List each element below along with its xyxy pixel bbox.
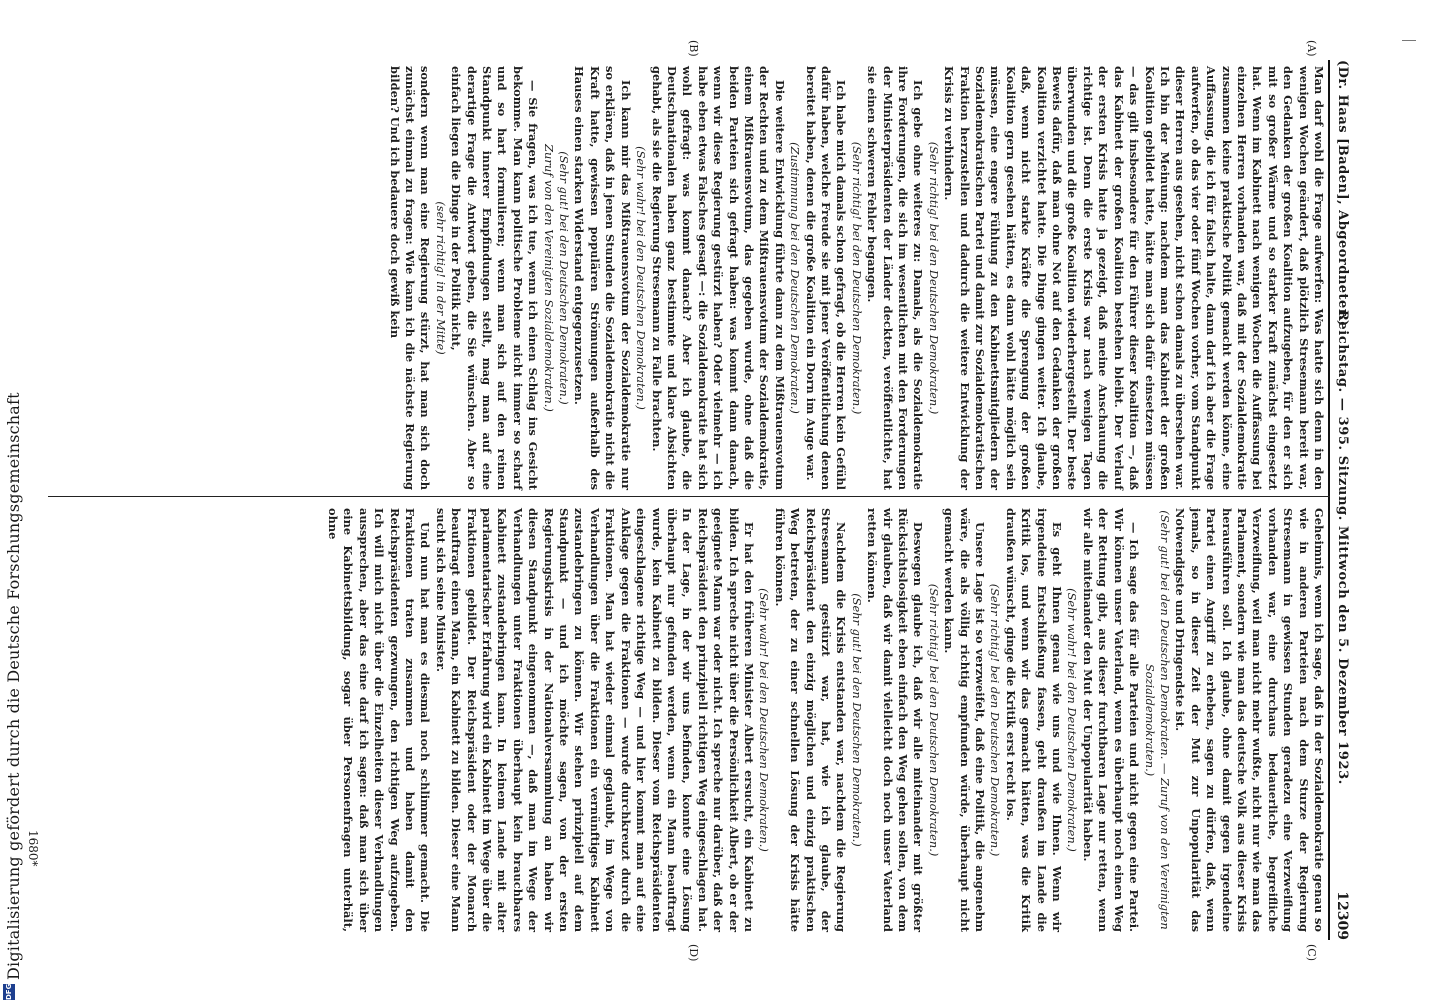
running-header <box>1328 60 1350 940</box>
interjection: (Sehr wahr! bei den Deutschen Demokraten.) <box>634 146 649 410</box>
interjection: (sehr richtig! in der Mitte) <box>433 201 448 355</box>
interjection: (Sehr richtig! bei den Deutschen Demokraten.) <box>926 583 941 857</box>
paragraph: Unsere Lage ist so verzweifelt, daß eine Politik, die angenehm wäre, die als völlig richtig empfunden würde, überhaupt nicht gemacht werden kann. <box>942 508 988 932</box>
interjection: (Sehr richtig! bei den Deutschen Demokraten.) <box>988 583 1003 857</box>
paragraph: Ich gebe ohne weiteres zu: Damals, als die Sozialdemokratie ihre Forderungen, die sich im wesentlichen mit den Forderungen der Ministerpräsidenten der Länder deckten, veröffentlichte, hat sie einen schweren Fehler begangen. <box>865 66 926 490</box>
paragraph: Und nun hat man es diesmal noch schlimmer gemacht. Die Fraktionen traten zusammen und haben damit den Reichspräsidenten gezwungen, den richtigen Weg aufzugeben. Ich will mich nicht über die Einzelheiten dieser Verhandlungen aussprechen, aber das eine darf ich sagen: daß man sich über eine Kabinettsbildung, sogar über Personenfragen unterhält, ohne <box>326 508 433 932</box>
credit-text: Digitalisierung gefördert durch die Deutsche Forschungsgemeinschaft <box>4 392 23 980</box>
paragraph: sondern wenn man eine Regierung stürzt, hat man sich doch zunächst einmal zu fragen: Wie kann ich die nächste Regierung bilden? Und ich bedauere doch gewiß kein <box>387 66 433 490</box>
paragraph: Geheimnis, wenn ich sage, daß in der Sozialdemokratie genau so wie in anderen Parteien nach dem Sturze der Regierung Stresemann in gewissen Stunden geradezu eine Verzweiflung vorhanden war, eine durchaus bedauerliche, begreifliche Verzweiflung, weil man nicht mehr wußte, nicht nur wie man das Parlament, sondern wie man das deutsche Volk aus dieser Krisis herausführen soll. Ich glaube, ohne damit gegen irgendeine Partei einen Angriff zu erheben, sagen zu dürfen, daß, wenn jemals, so in dieser Zeit der Mut zur Unpopularität das Notwendigste und Dringendste ist. <box>1173 508 1326 932</box>
paragraph: — Sie fragen, was ich tue, wenn ich einen Schlag ins Gesicht bekomme. Man kann politische Probleme nicht immer so scharf und so hart formulieren; wenn man sich auf den reinen Standpunkt innerer Empfindungen stellt, mag man auf eine derartige Frage die Antwort geben, die Sie wünschen. Aber so einfach liegen die Dinge in der Politik nicht, <box>449 66 541 490</box>
header-speaker: (Dr. Haas [Baden], Abgeordneter.) <box>1335 60 1350 327</box>
interjection: (Sehr gut! bei den Deutschen Demokraten.) <box>849 593 864 847</box>
paragraph: Man darf wohl die Frage aufwerfen: Was hatte sich denn in den wenigen Wochen geändert, daß plötzlich Stresemann bereit war, den Gedanken der großen Koalition aufzugeben, für den er sich mit so großer Wärme und so starker Kraft zunächst eingesetzt hat. Wenn im Kabinett nach wenigen Wochen die Auffassung bei einzelnen Herren vorhanden war, daß mit der Sozialdemokratie zusammen keine praktische Politik gemacht werden könne, eine Auffassung, die ich für falsch halte, dann darf ich aber die Frage aufwerfen, ob das vier oder fünf Wochen vorher, vom Standpunkt dieser Herren aus gesehen, nicht schon damals zu übersehen war. Ich bin der Meinung: nachdem man das Kabinett der großen Koalition gebildet hatte, hätte man sich dafür einsetzen müssen — das gilt insbesondere für den Führer dieser Koalition —, daß das Kabinett der großen Koalition bestehen bleibt. Der Verlauf der ersten Krisis hatte ja gezeigt, daß meine Anschauung die richtige ist. Denn die erste Krisis war nach wenigen Tagen überwunden und die große Koalition wiederhergestellt. Der beste Beweis dafür, daß man ohne Not auf den Gedanken der großen Koalition verzichtet hatte. Die Dinge gingen weiter. Ich glaube, daß, wenn nicht starke Kräfte die Sprengung der großen Koalition gern gesehen hätten, es dann wohl hätte möglich sein müssen, eine engere Fühlung zu den Kabinettsmitgliedern der Sozialdemokratischen Partei und damit zur Sozialdemokratischen Fraktion herzustellen und dadurch die weitere Entwicklung der Krisis zu verhindern. <box>942 66 1326 490</box>
paragraph: Es geht Ihnen genau wie uns und wie Ihnen. Wenn wir irgendeine Entschließung fassen, geht draußen im Lande die Kritik los, und wenn wir das gemacht hätten, was die Kritik draußen wünscht, ginge die Kritik erst recht los. <box>1003 508 1065 932</box>
scan-tick-mark <box>1402 40 1416 41</box>
interjection: (Sehr richtig! bei den Deutschen Demokraten.) <box>926 141 941 415</box>
interjection: (Sehr gut! bei den Deutschen Demokraten.) <box>557 151 572 405</box>
header-rule <box>1328 60 1330 940</box>
interjection: (Sehr richtig! bei den Deutschen Demokraten.) <box>849 141 864 415</box>
margin-marker-d: (D) <box>687 944 700 962</box>
right-column <box>325 508 1326 932</box>
dfg-logo-icon: DFG <box>5 983 13 1000</box>
paragraph: Er hat den früheren Minister Albert ersucht, ein Kabinett zu bilden. Ich spreche nicht über die Persönlichkeit Albert, ob er der geeignete Mann war oder nicht. Ich spreche nur darüber, daß der Reichspräsident den prinzipiell richtigen Weg eingeschlagen hat. In der Lage, in der wir uns befinden, konnte eine Lösung überhaupt nur gefunden werden, wenn ein Mann beauftragt wurde, kein Kabinett zu bilden. Dieser vom Reichspräsidenten eingeschlagene richtige Weg — und hier kommt man auf eine Anklage gegen die Fraktionen — wurde durchkreuzt durch die Fraktionen. Man hat wieder einmal geglaubt, im Wege von Verhandlungen über die Fraktionen ein vernünftiges Kabinett zustandebringen zu können. Wir stehen prinzipiell auf dem Standpunkt — und ich möchte sagen, von der ersten Regierungskrisis in der Nationalversammlung an haben wir diesen Standpunkt eingenommen —, daß man im Wege der Verhandlungen unter Fraktionen überhaupt kein brauchbares Kabinett zustandebringen kann. In keinem Lande mit alter parlamentarischer Erfahrung wird ein Kabinett im Wege über die Fraktionen gebildet. Der Reichspräsident oder der Monarch beauftragt einen Mann, ein Kabinett zu bilden. Dieser eine Mann sucht sich seine Minister. <box>433 508 756 932</box>
paragraph: — Ich sage das für alle Parteien und nicht gegen eine Partei. Wir können unser Vaterland, wenn es überhaupt noch einen Weg der Rettung gibt, aus dieser furchtbaren Lage nur retten, wenn wir alle miteinander den Mut der Unpopularität haben. <box>1080 508 1142 932</box>
margin-marker-a: (A) <box>1305 40 1318 57</box>
paragraph: Ich habe mich damals schon gefragt, ob die Herren kein Gefühl dafür haben, welche Freude sie mit jener Veröffentlichung denen bereitet haben, denen die große Koalition ein Dorn im Auge war. <box>803 66 849 490</box>
paragraph: Deswegen glaube ich, daß wir alle miteinander mit größter Rücksichtslosigkeit eben einfach den Weg gehen sollen, von dem wir glauben, daß wir damit vielleicht doch noch unser Vaterland retten können. <box>865 508 926 932</box>
footer-signature: 1680* <box>26 830 40 867</box>
margin-marker-b: (B) <box>687 40 700 57</box>
column-divider <box>48 496 1330 497</box>
interjection: (Sehr wahr! bei den Deutschen Demokraten.) <box>1065 588 1080 852</box>
left-column <box>386 66 1326 490</box>
paragraph: Nachdem die Krisis entstanden war, nachdem die Regierung Stresemann gestürzt war, hat, wie ich glaube, der Reichspräsident den einzig möglichen und einzig praktischen Weg betreten, der zu einer schnellen Lösung der Krisis hätte führen können. <box>772 508 849 932</box>
interjection: (Sehr wahr! bei den Deutschen Demokraten.) <box>757 588 772 852</box>
interjection: Zuruf von den Vereinigten Sozialdemokraten.) <box>541 144 556 412</box>
interjection: (Zustimmung bei den Deutschen Demokraten.) <box>788 142 803 414</box>
header-session-title: Reichstag. — 395. Sitzung. Mittwoch den 5. Dezember 1923. <box>1335 310 1350 785</box>
paragraph: Die weitere Entwicklung führte dann zu dem Mißtrauensvotum der Rechten und zu dem Mißtrauensvotum der Sozialdemokratie, einem Mißtrauensvotum, das gegeben wurde, ohne daß die beiden Parteien sich gefragt haben: was kommt dann danach, wenn wir diese Regierung gestürzt haben? Oder vielmehr — ich habe eben etwas Falsches gesagt —: die Sozialdemokratie hat sich wohl gefragt: was kommt danach? Aber ich glaube, die Deutschnationalen haben ganz bestimmte und klare Absichten gehabt, als sie die Regierung Stresemann zu Falle brachten. <box>649 66 787 490</box>
header-page-number: 12309 <box>1334 891 1350 940</box>
interjection: (Sehr gut! bei den Deutschen Demokraten. — Zuruf von den Vereinigten Sozialdemokraten.) <box>1142 510 1172 930</box>
margin-marker-c: (C) <box>1305 944 1318 961</box>
paragraph: Ich kann mir das Mißtrauensvotum der Sozialdemokratie nur so erklären, daß in jenen Stunden die Sozialdemokratie nicht die Kraft hatte, gewissen populären Strömungen außerhalb des Hauses einen starken Widerstand entgegenzusetzen. <box>572 66 633 490</box>
